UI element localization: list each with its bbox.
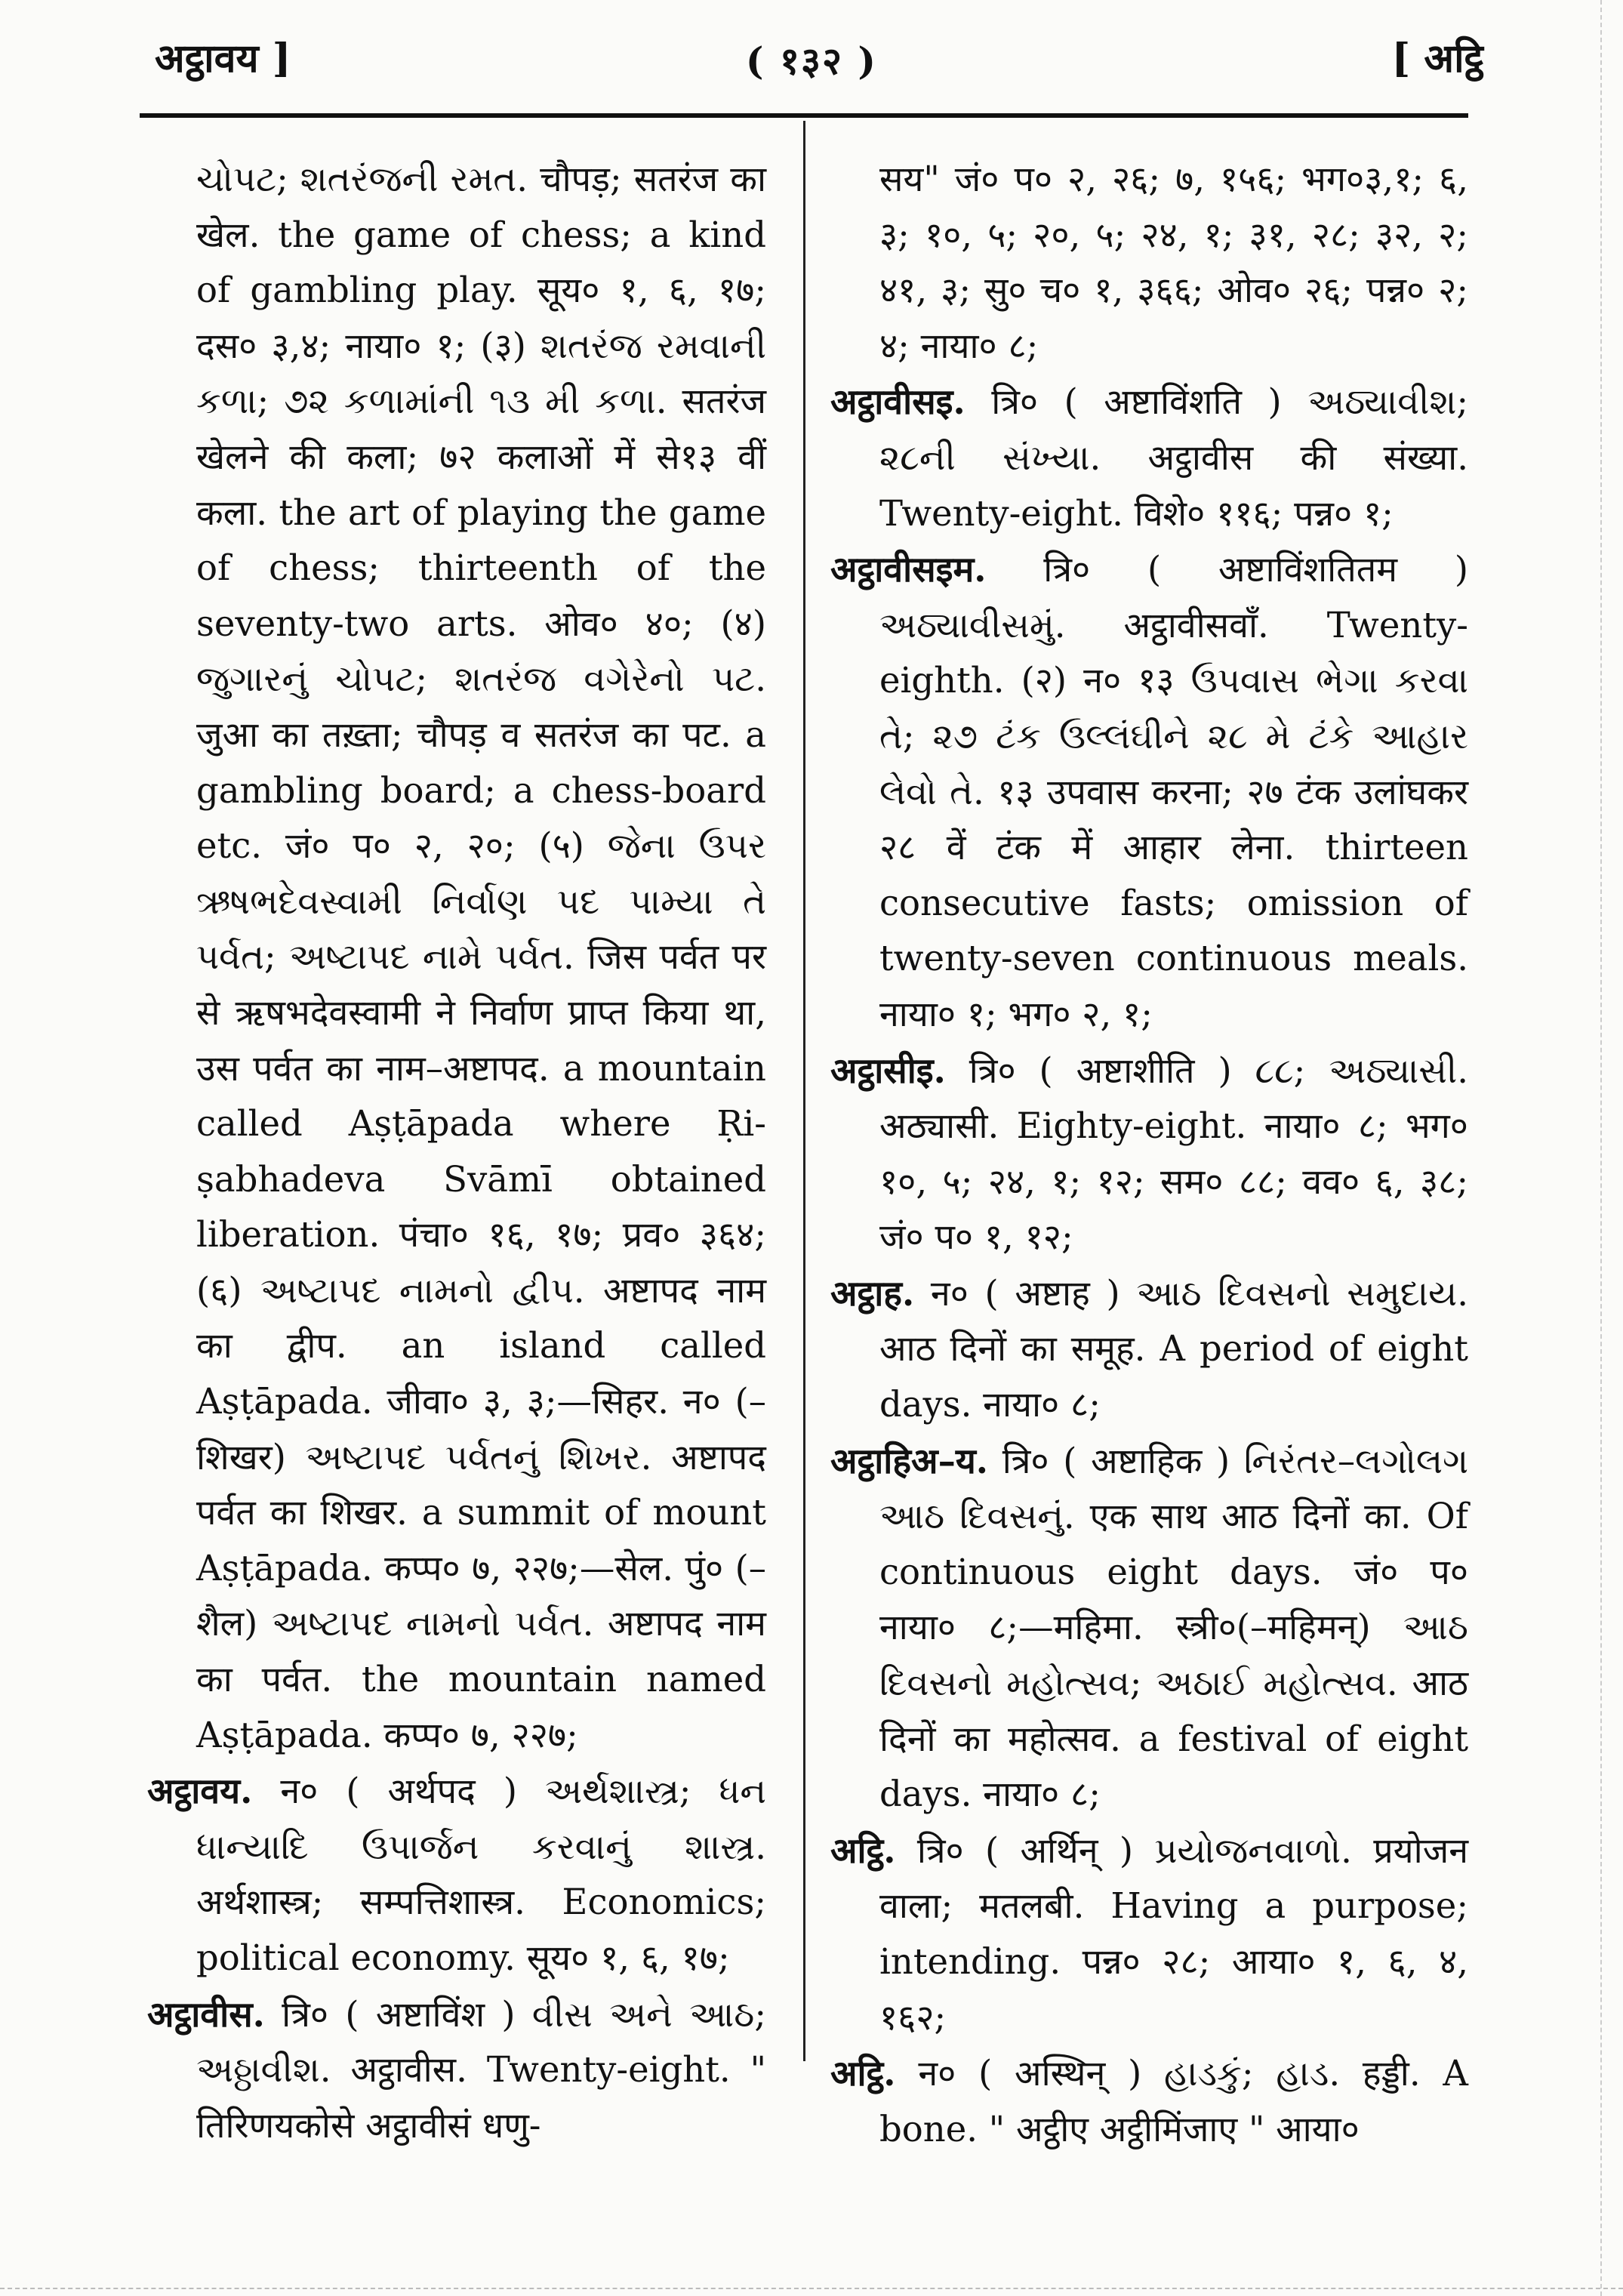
header-left-guideword: अट्ठावय ] <box>155 35 291 82</box>
dictionary-entry <box>830 1823 1468 2045</box>
entry-headword: अट्ठावय. <box>147 1770 253 1812</box>
dictionary-entry <box>830 1265 1468 1433</box>
entry-headword: अट्ठासीइ. <box>830 1049 946 1091</box>
entry-text: त्रि० ( अष्टाहिक ) નિરંતર–લગોલગ આઠ દિવસનું. एक साथ आठ दिनों का. Of continuous eight days. जं० प० नाया० ८;—महिमा. स्त्री०(–महिमन्) આઠ દિવસનો મહોત્સવ; અઠાઈ મહોત્સવ. आठ दिनों का महोत्सव. a festival of eight days. नाया० ८; <box>879 1440 1469 1815</box>
header-rule <box>140 113 1468 118</box>
entry-text: त्रि० ( अष्टाविंशति ) અઠ્યાવીશ; ૨૮ની સંખ્યા. अट्ठावीस की संख्या. Twenty-eight. विशे० ११६; पन्न० १; <box>879 381 1468 534</box>
dictionary-entry-continued <box>830 151 1468 374</box>
right-column <box>830 151 1468 2157</box>
entry-text: न० ( अस्थिन् ) હાડકું; હાડ. हड्डी. A bone. " अट्ठीए अट्ठीमिंजाए " आया० <box>879 2053 1469 2150</box>
entry-text: त्रि० ( अर्थिन् ) પ્રયોજનવાળો. प्रयोजन वाला; मतलबी. Having a purpose; intending. पन्न० २८; आया० १, ६, ४, १६२; <box>879 1829 1469 2038</box>
entry-text: सय" जं० प० २, २६; ७, १५६; भग०३,१; ६, ३; १०, ५; २०, ५; २४, १; ३१, २८; ३२, २; ४१, ३; सु० च० १, ३६६; ओव० २६; पन्न० २; ४; नाया० ८; <box>879 159 1468 366</box>
dictionary-entry <box>830 2045 1468 2157</box>
entry-text: ચોપટ; શતરંજની રમત. चौपड़; सतरंज का खेल. the game of chess; a kind of gambling play. सूय० १, ६, १७; दस० ३,४; नाया० १; (३) શતરંજ રમવાની કળા; ૭૨ કળામાંની ૧૩ મી કળા. सतरंज खेलने की कला; ७२ कलाओं में से१३ वीं कला. the art of playing the game of chess; thirteenth of the seventy-two arts. ओव० ४०; (४) જુગારનું ચોપટ; શતરંજ વગેરેનો પટ. जुआ का तख़्ता; चौपड़ व सतरंज का पट. a gambling board; a chess-board etc. जं० प० २, २०; (५) જેના ઉપર ઋષભદેવસ્વામી નિર્વાણ પદ પામ્યા તે પર્વત; અષ્ટાપદ નામે પર્વત. जिस पर्वत पर से ऋषभदेवस्वामी ने निर्वाण प्राप्त किया था, उस पर्वत का नाम–अष्टापद. a mountain called Aṣṭāpada where Ṛi-ṣabhadeva Svāmī obtained liberation. पंचा० १६, १७; प्रव० ३६४; (६) અષ્ટાપદ નામનો દ્વીપ. अष्टापद नाम का द्वीप. an island called Aṣṭāpada. जीवा० ३, ३;—सिहर. न० (–शिखर) અષ્ટાપદ પર્વતનું શિખર. अष्टापद पर्वत का शिखर. a summit of mount Aṣṭāpada. कप्प० ७, २२७;—सेल. पुं० (–शैल) અષ્ટાપદ નામનો પર્વત. अष्टापद नाम का पर्वत. the mountain named Aṣṭāpada. कप्प० ७, २२७; <box>196 159 766 1755</box>
dictionary-entry <box>830 1433 1468 1823</box>
entry-headword: अट्ठावीसइ. <box>830 381 965 423</box>
page-header <box>0 0 1623 121</box>
dictionary-entry <box>147 1986 766 2154</box>
entry-headword: अट्ठाहिअ–य. <box>830 1439 988 1481</box>
entry-text: न० ( अर्थपद ) અર્થશાસ્ત્ર; ધન ધાન્યાદિ ઉપાર્જન કરવાનું શાસ્ત્ર. अर्थशास्त्र; सम्पत्तिशास्त्र. Economics; political economy. सूय० १, ६, १७; <box>196 1771 766 1978</box>
dictionary-entry <box>147 1763 766 1986</box>
dictionary-entry <box>830 1043 1468 1265</box>
page-number: ( १३२ ) <box>745 39 878 83</box>
entry-text: न० ( अष्टाह ) આઠ દિવસનો સમુદાય. आठ दिनों का समूह. A period of eight days. नाया० ८; <box>879 1272 1469 1425</box>
dictionary-entry <box>830 541 1468 1042</box>
dictionary-entry-continued <box>147 151 766 1763</box>
left-column <box>147 151 766 2153</box>
scan-edge <box>1600 0 1603 2296</box>
page-bottom-edge <box>0 2288 1623 2290</box>
entry-text: त्रि० ( अष्टाविंश ) વીસ અને આઠ; અઠ્ઠાવીશ. अट्ठावीस. Twenty-eight. " तिरिणयकोसे अट्ठावीसं धणु- <box>196 1993 766 2146</box>
dictionary-entry <box>830 374 1468 541</box>
column-divider <box>803 121 805 2061</box>
entry-headword: अट्ठि. <box>830 1829 896 1871</box>
header-right-guideword: [ अट्ठि <box>1391 35 1483 82</box>
entry-text: त्रि० ( अष्टाविंशतितम ) અઠ્યાવીસમું. अट्ठावीसवाँ. Twenty-eighth. (२) न० १३ ઉપવાસ ભેગા કરવા તે; ૨૭ ટંક ઉલ્લંઘીને ૨૮ મે ટંકે આહાર લેવો તે. १३ उपवास करना; २७ टंक उलांघकर २८ वें टंक में आहार लेना. thirteen consecutive fasts; omission of twenty-seven continuous meals. नाया० १; भग० २, १; <box>879 549 1468 1034</box>
entry-headword: अट्ठावीस. <box>147 1992 265 2035</box>
entry-headword: अट्ठावीसइम. <box>830 548 987 590</box>
entry-headword: अट्ठाह. <box>830 1271 915 1314</box>
entry-headword: अट्ठि. <box>830 2052 896 2094</box>
entry-text: त्रि० ( अष्टाशीति ) ૮૮; અઠ્યાસી. अठ्यासी. Eighty-eight. नाया० ८; भग० १०, ५; २४, १; १२; सम० ८८; वव० ६, ३८; जं० प० १, १२; <box>879 1049 1468 1258</box>
